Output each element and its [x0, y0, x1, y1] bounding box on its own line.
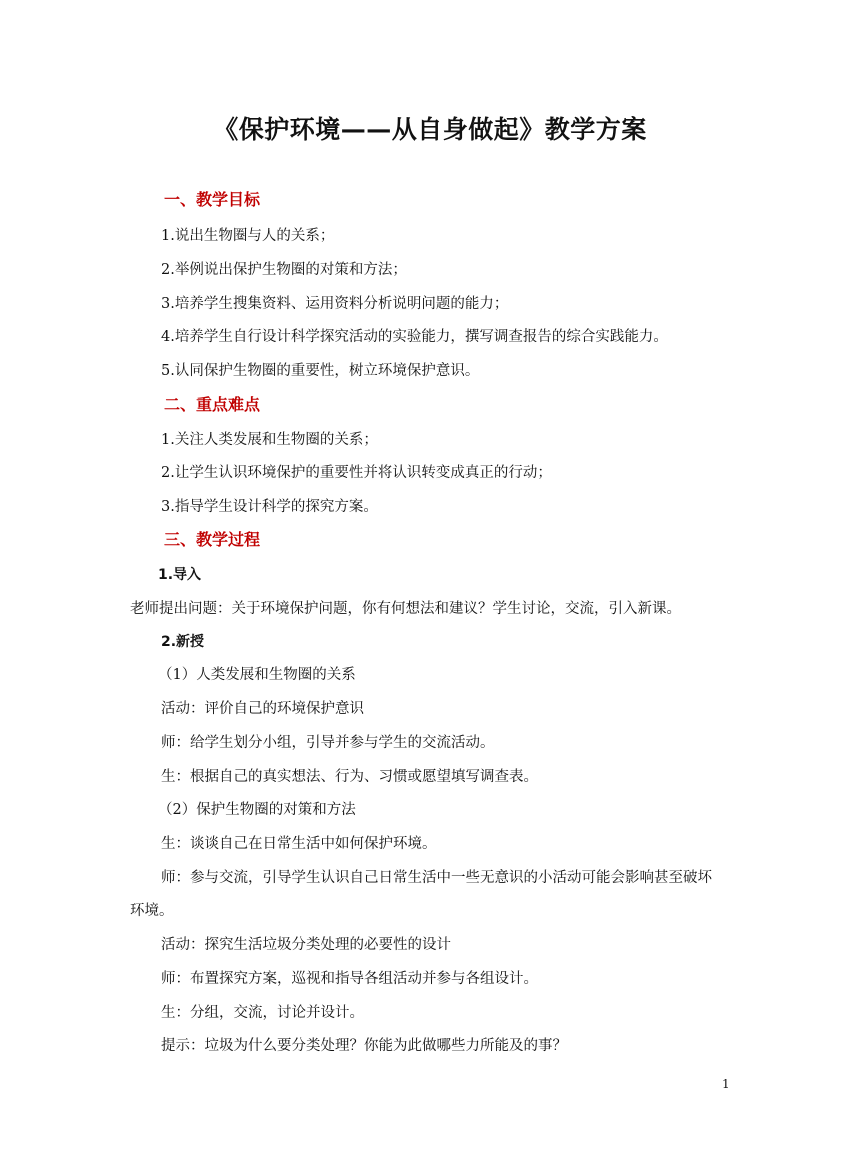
goal-item-2: 2.举例说出保护生物圈的对策和方法； [161, 262, 407, 278]
process-line-2: 活动：评价自己的环境保护意识 [161, 701, 364, 717]
key-point-2: 2.让学生认识环境保护的重要性并将认识转变成真正的行动； [161, 465, 552, 481]
process-line-3: 师：给学生划分小组，引导并参与学生的交流活动。 [161, 735, 495, 751]
goal-item-4: 4.培养学生自行设计科学探究活动的实验能力，撰写调查报告的综合实践能力。 [161, 329, 668, 345]
section-heading-goals: 一、教学目标 [164, 190, 261, 209]
process-line-4: 生：根据自己的真实想法、行为、习惯或愿望填写调查表。 [161, 769, 538, 785]
process-line-9: 师：布置探究方案，巡视和指导各组活动并参与各组设计。 [161, 971, 538, 987]
process-line-7-cont: 环境。 [130, 903, 174, 919]
section-heading-key-points: 二、重点难点 [164, 395, 261, 414]
section-heading-process: 三、教学过程 [164, 530, 261, 549]
goal-item-3: 3.培养学生搜集资料、运用资料分析说明问题的能力； [161, 296, 509, 312]
process-line-6: 生：谈谈自己在日常生活中如何保护环境。 [161, 836, 437, 852]
subheading-new-lesson: 2.新授 [161, 634, 205, 650]
goal-item-5: 5.认同保护生物圈的重要性，树立环境保护意识。 [161, 363, 480, 379]
process-line-10: 生：分组，交流，讨论并设计。 [161, 1005, 364, 1021]
process-line-5: （2）保护生物圈的对策和方法 [158, 802, 356, 818]
goal-item-1: 1.说出生物圈与人的关系； [161, 228, 335, 244]
intro-text: 老师提出问题：关于环境保护问题，你有何想法和建议？学生讨论，交流，引入新课。 [130, 601, 681, 617]
page-number: 1 [722, 1077, 730, 1091]
process-line-8: 活动：探究生活垃圾分类处理的必要性的设计 [161, 937, 451, 953]
process-line-11: 提示：垃圾为什么要分类处理？你能为此做哪些力所能及的事？ [161, 1038, 567, 1054]
process-line-1: （1）人类发展和生物圈的关系 [158, 667, 356, 683]
key-point-3: 3.指导学生设计科学的探究方案。 [161, 499, 378, 515]
page-title: 《保护环境——从自身做起》教学方案 [213, 115, 647, 144]
subheading-intro: 1.导入 [158, 567, 202, 583]
key-point-1: 1.关注人类发展和生物圈的关系； [161, 432, 378, 448]
process-line-7: 师：参与交流，引导学生认识自己日常生活中一些无意识的小活动可能会影响甚至破坏 [161, 870, 712, 886]
